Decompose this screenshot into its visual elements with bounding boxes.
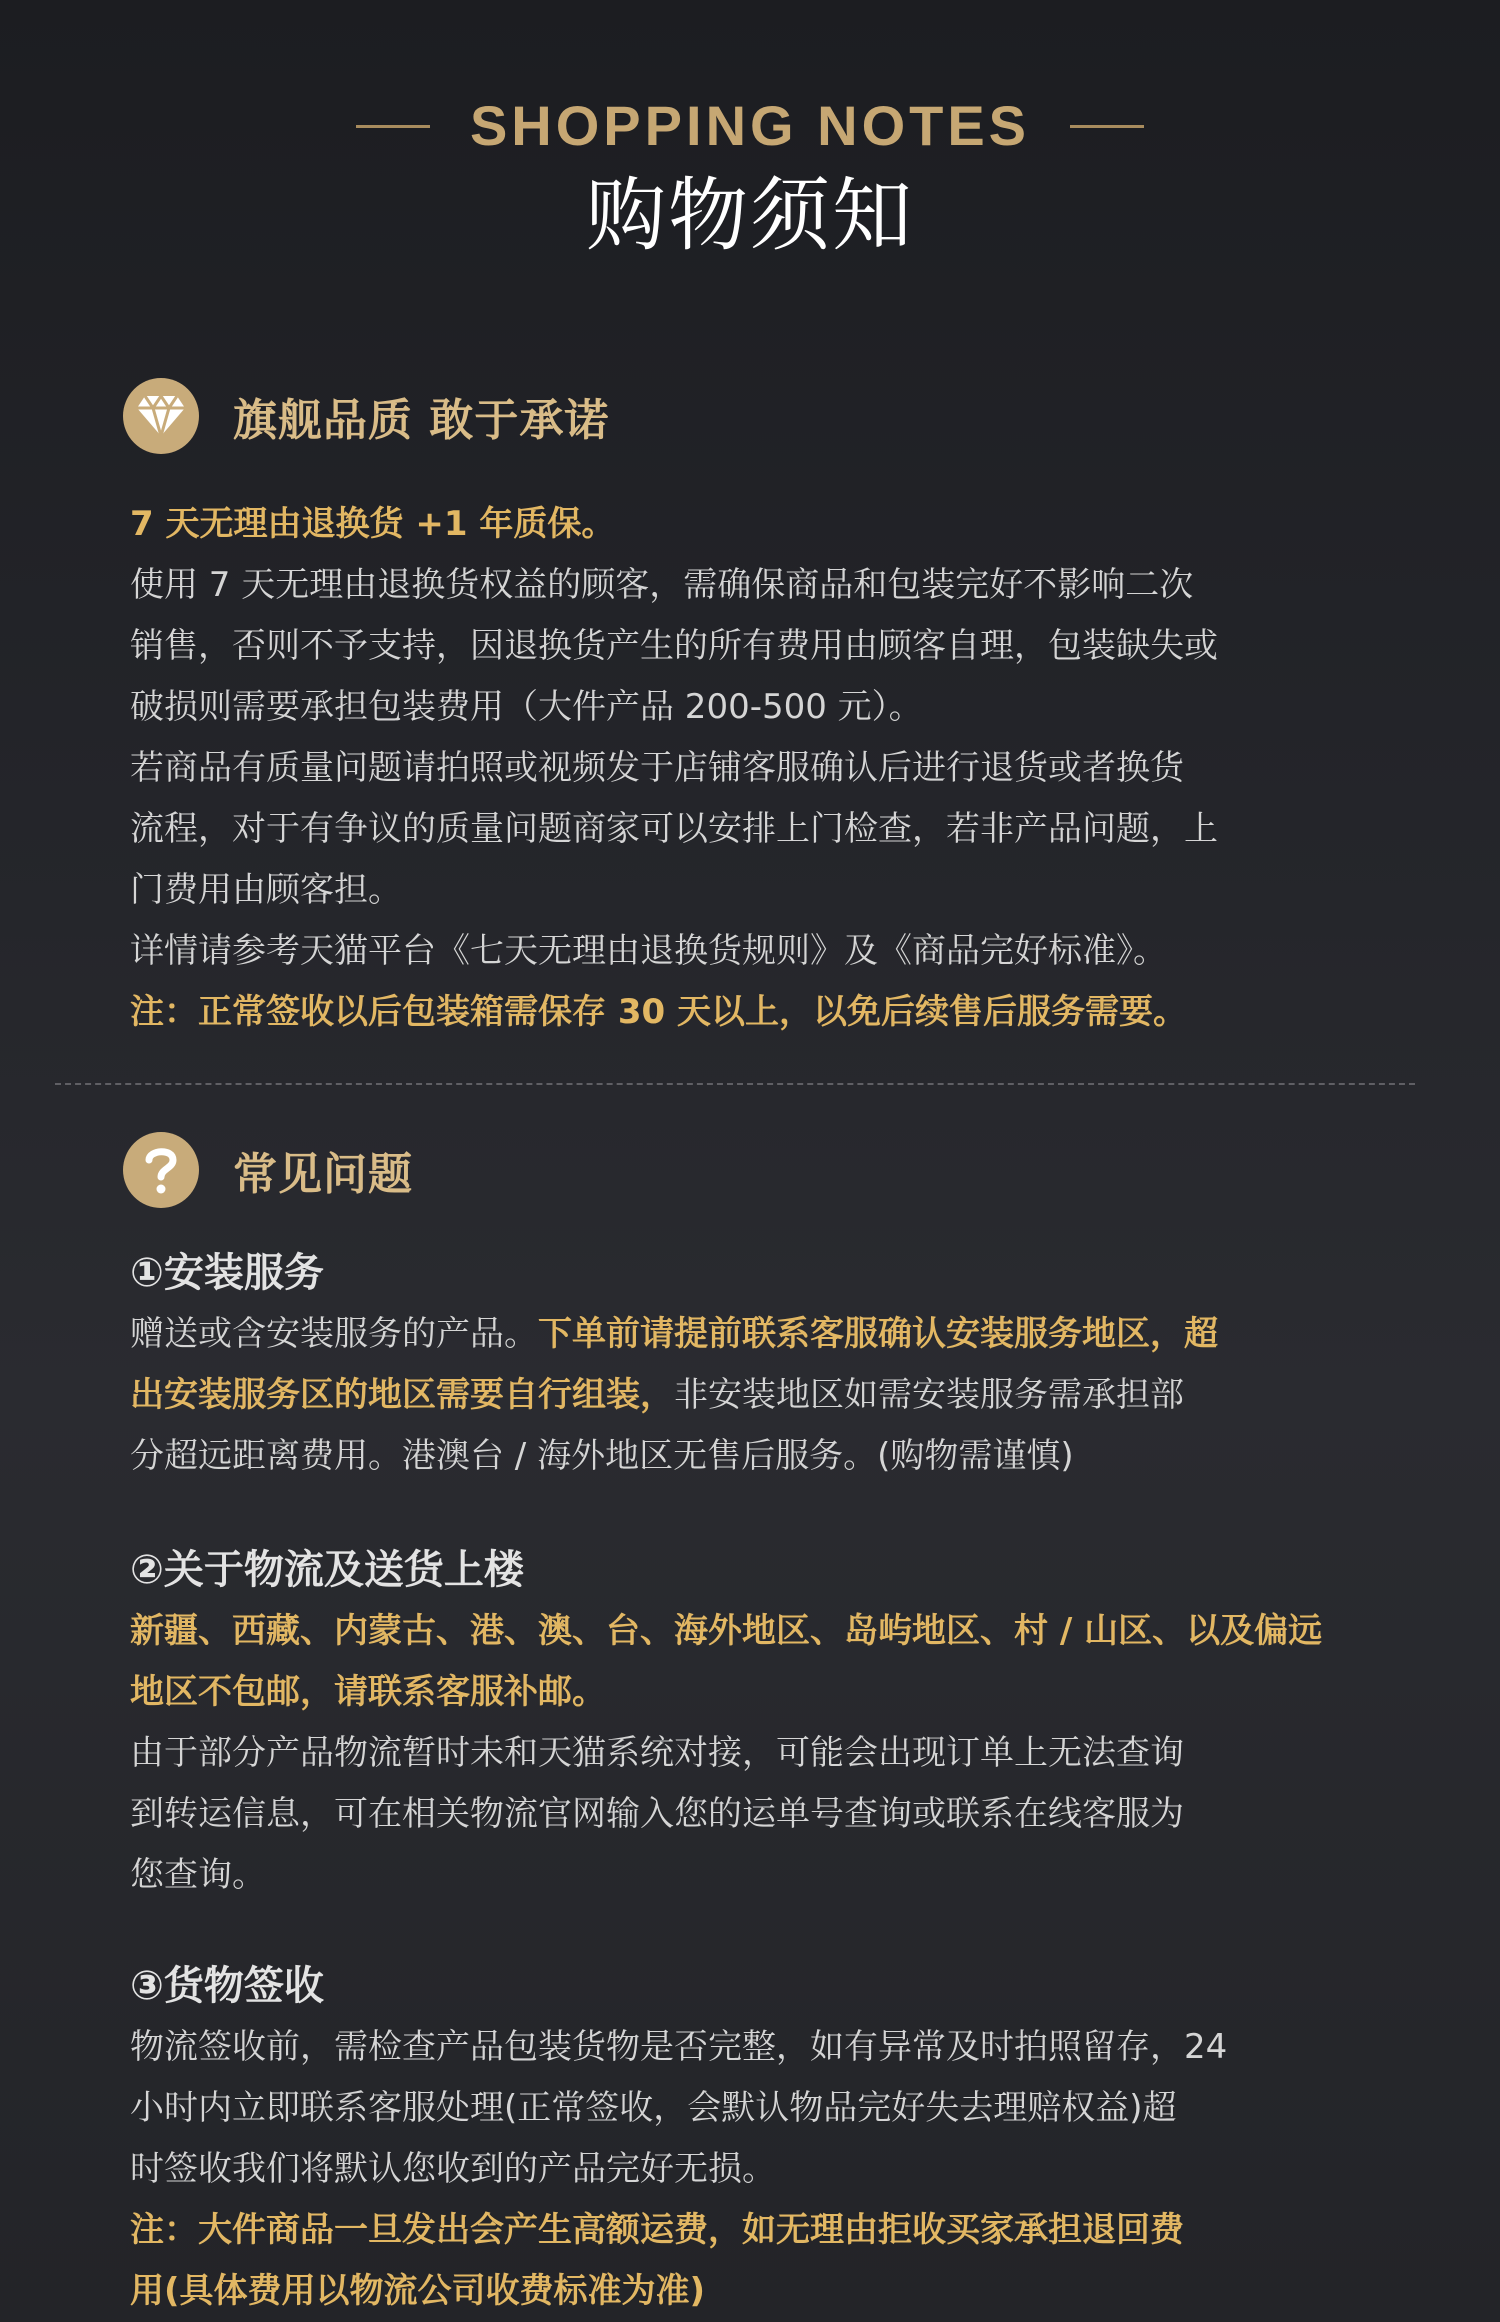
quality-line-2: 使用 7 天无理由退换货权益的顾客，需确保商品和包装完好不影响二次 xyxy=(130,565,1194,605)
faq-receipt-line-2: 小时内立即联系客服处理(正常签收，会默认物品完好失去理赔权益)超 xyxy=(130,2088,1177,2128)
faq-logistics-line-5: 您查询。 xyxy=(130,1855,266,1895)
faq-install-text-1a: 赠送或含安装服务的产品。 xyxy=(130,1314,538,1354)
section-quality-body xyxy=(130,494,1390,1043)
section-quality-header xyxy=(123,378,609,454)
question-icon xyxy=(123,1132,199,1208)
quality-line-7: 门费用由顾客担。 xyxy=(130,870,402,910)
section-faq-header xyxy=(123,1132,413,1208)
section-faq-title: 常见问题 xyxy=(233,1149,413,1200)
faq-logistics-line-1: 新疆、西藏、内蒙古、港、澳、台、海外地区、岛屿地区、村 / 山区、以及偏远 xyxy=(130,1611,1323,1651)
quality-line-5: 若商品有质量问题请拍照或视频发于店铺客服确认后进行退货或者换货 xyxy=(130,748,1184,788)
faq-install xyxy=(130,1243,1390,1487)
faq-install-text-2a: 出安装服务区的地区需要自行组装， xyxy=(130,1375,674,1415)
header-left-line xyxy=(356,125,430,128)
faq-receipt-title: ③货物签收 xyxy=(130,1963,324,2009)
quality-line-4: 破损则需要承担包装费用（大件产品 200-500 元）。 xyxy=(130,687,923,727)
faq-install-text-2b: 非安装地区如需安装服务需承担部 xyxy=(674,1375,1184,1415)
quality-line-3: 销售，否则不予支持，因退换货产生的所有费用由顾客自理，包装缺失或 xyxy=(130,626,1218,666)
faq-install-line-3: 分超远距离费用。港澳台 / 海外地区无售后服务。(购物需谨慎) xyxy=(130,1436,1074,1476)
faq-logistics-line-2: 地区不包邮，请联系客服补邮。 xyxy=(130,1672,606,1712)
quality-note: 注：正常签收以后包装箱需保存 30 天以上，以免后续售后服务需要。 xyxy=(130,992,1187,1032)
quality-line-6: 流程，对于有争议的质量问题商家可以安排上门检查，若非产品问题，上 xyxy=(130,809,1218,849)
faq-receipt xyxy=(130,1956,1390,2322)
faq-receipt-line-3: 时签收我们将默认您收到的产品完好无损。 xyxy=(130,2149,776,2189)
faq-receipt-note-1: 注：大件商品一旦发出会产生高额运费，如无理由拒收买家承担退回费 xyxy=(130,2210,1184,2250)
faq-logistics-line-3: 由于部分产品物流暂时未和天猫系统对接，可能会出现订单上无法查询 xyxy=(130,1733,1184,1773)
faq-install-title: ①安装服务 xyxy=(130,1250,324,1296)
header-title-cn: 购物须知 xyxy=(586,169,914,262)
faq-logistics-line-4: 到转运信息，可在相关物流官网输入您的运单号查询或联系在线客服为 xyxy=(130,1794,1184,1834)
section-divider xyxy=(55,1083,1415,1085)
header-right-line xyxy=(1070,125,1144,128)
faq-receipt-line-1: 物流签收前，需检查产品包装货物是否完整，如有异常及时拍照留存，24 xyxy=(130,2027,1228,2067)
faq-install-text-1b: 下单前请提前联系客服确认安装服务地区，超 xyxy=(538,1314,1218,1354)
header-title-en: SHOPPING NOTES xyxy=(469,94,1031,157)
faq-logistics xyxy=(130,1540,1390,1906)
faq-install-line-1 xyxy=(130,1304,1390,1365)
section-quality-title: 旗舰品质 敢于承诺 xyxy=(233,395,610,446)
faq-receipt-note-2: 用(具体费用以物流公司收费标准为准) xyxy=(130,2271,706,2311)
faq-logistics-title: ②关于物流及送货上楼 xyxy=(130,1547,524,1593)
header-english-row xyxy=(0,94,1500,157)
quality-line-8: 详情请参考天猫平台《七天无理由退换货规则》及《商品完好标准》。 xyxy=(130,931,1167,971)
diamond-icon xyxy=(123,378,199,454)
page-header xyxy=(0,94,1500,262)
quality-line-1: 7 天无理由退换货 +1 年质保。 xyxy=(130,504,616,544)
faq-install-line-2 xyxy=(130,1365,1390,1426)
